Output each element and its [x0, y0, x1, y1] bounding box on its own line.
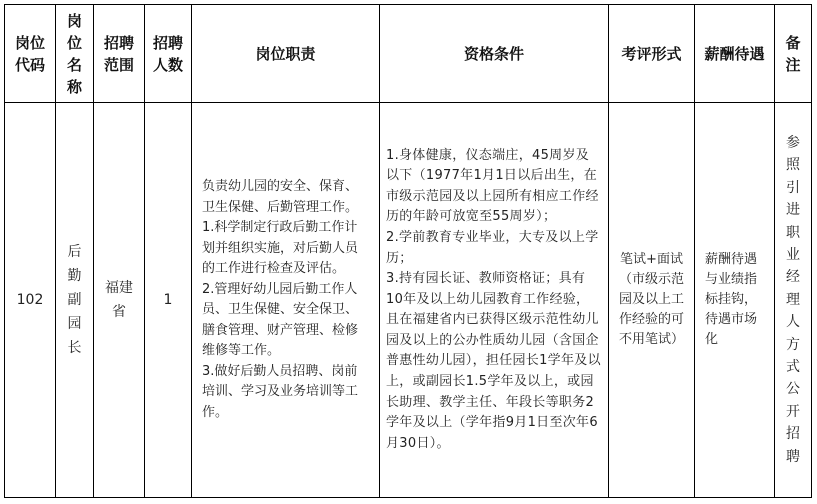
cell-qualifications [380, 103, 608, 497]
duty-line: 1.科学制定行政后勤工作计划并组织实施，对后勤人员的工作进行检查及评估。 [202, 220, 359, 276]
name-value: 后勤副园长 [67, 244, 82, 356]
header-scope [94, 5, 144, 102]
duty-line: 2.管理好幼儿园后勤工作人员、卫生保健、安全保卫、膳食管理、财产管理、检修维修等工作。 [202, 281, 359, 358]
header-exam-text: 考评形式 [621, 44, 682, 63]
exam-value: 笔试+面试（市级示范园及以上工作经验的可不用笔试） [618, 252, 684, 347]
cell-duties [192, 103, 379, 497]
cell-name [56, 103, 93, 497]
cell-code [5, 103, 55, 497]
table-border-bottom [4, 497, 812, 498]
header-qualifications-text: 资格条件 [463, 44, 524, 63]
duty-line: 负责幼儿园的安全、保育、卫生保健、后勤管理工作。 [202, 179, 359, 215]
header-salary-text: 薪酬待遇 [704, 44, 765, 63]
cell-exam [609, 103, 694, 497]
duty-line: 3.做好后勤人员招聘、岗前培训、学习及业务培训等工作。 [202, 363, 359, 420]
code-value: 102 [16, 292, 44, 308]
table-border-right [811, 4, 812, 498]
salary-value: 薪酬待遇与业绩指标挂钩，待遇市场化 [705, 252, 758, 347]
count-value: 1 [163, 292, 173, 308]
cell-salary [695, 103, 774, 497]
header-duties [192, 5, 379, 102]
scope-value: 福建省 [105, 280, 133, 320]
remarks-value: 参照引进职业经理人方式公开招聘 [786, 134, 800, 465]
header-salary [695, 5, 774, 102]
header-duties-text: 岗位职责 [255, 44, 316, 63]
header-remarks-text: 备注 [785, 33, 801, 74]
header-count [145, 5, 191, 102]
header-remarks [775, 5, 811, 102]
qualification-line: 3.持有园长证、教师资格证；具有10年及以上幼儿园教育工作经验，且在福建省内已获得区级示范性幼儿园及以上的公办性质幼儿园（含国企普惠性幼儿园），担任园长1学年及以上，或副园长1.5学年及以上，或园长助理、教学主任、年段长等职务2学年及以上（学年指9月1日至次年6月30日）。 [386, 271, 601, 451]
header-name [56, 5, 93, 102]
header-name-text: 岗位名称 [66, 11, 82, 96]
header-code-text: 岗位代码 [14, 33, 45, 74]
cell-remarks [775, 103, 811, 497]
cell-count [145, 103, 191, 497]
header-count-text: 招聘人数 [152, 33, 183, 74]
qualification-line: 2.学前教育专业毕业，大专及以上学历； [386, 229, 599, 266]
qualification-line: 1.身体健康，仪态端庄，45周岁及以下（1977年1月1日以后出生，在市级示范园及以上园所有相应工作经历的年龄可放宽至55周岁）； [386, 147, 599, 225]
header-scope-text: 招聘范围 [103, 33, 134, 74]
cell-scope [94, 103, 144, 497]
header-qualifications [380, 5, 608, 102]
header-exam [609, 5, 694, 102]
header-code [5, 5, 55, 102]
recruitment-table [4, 4, 812, 498]
